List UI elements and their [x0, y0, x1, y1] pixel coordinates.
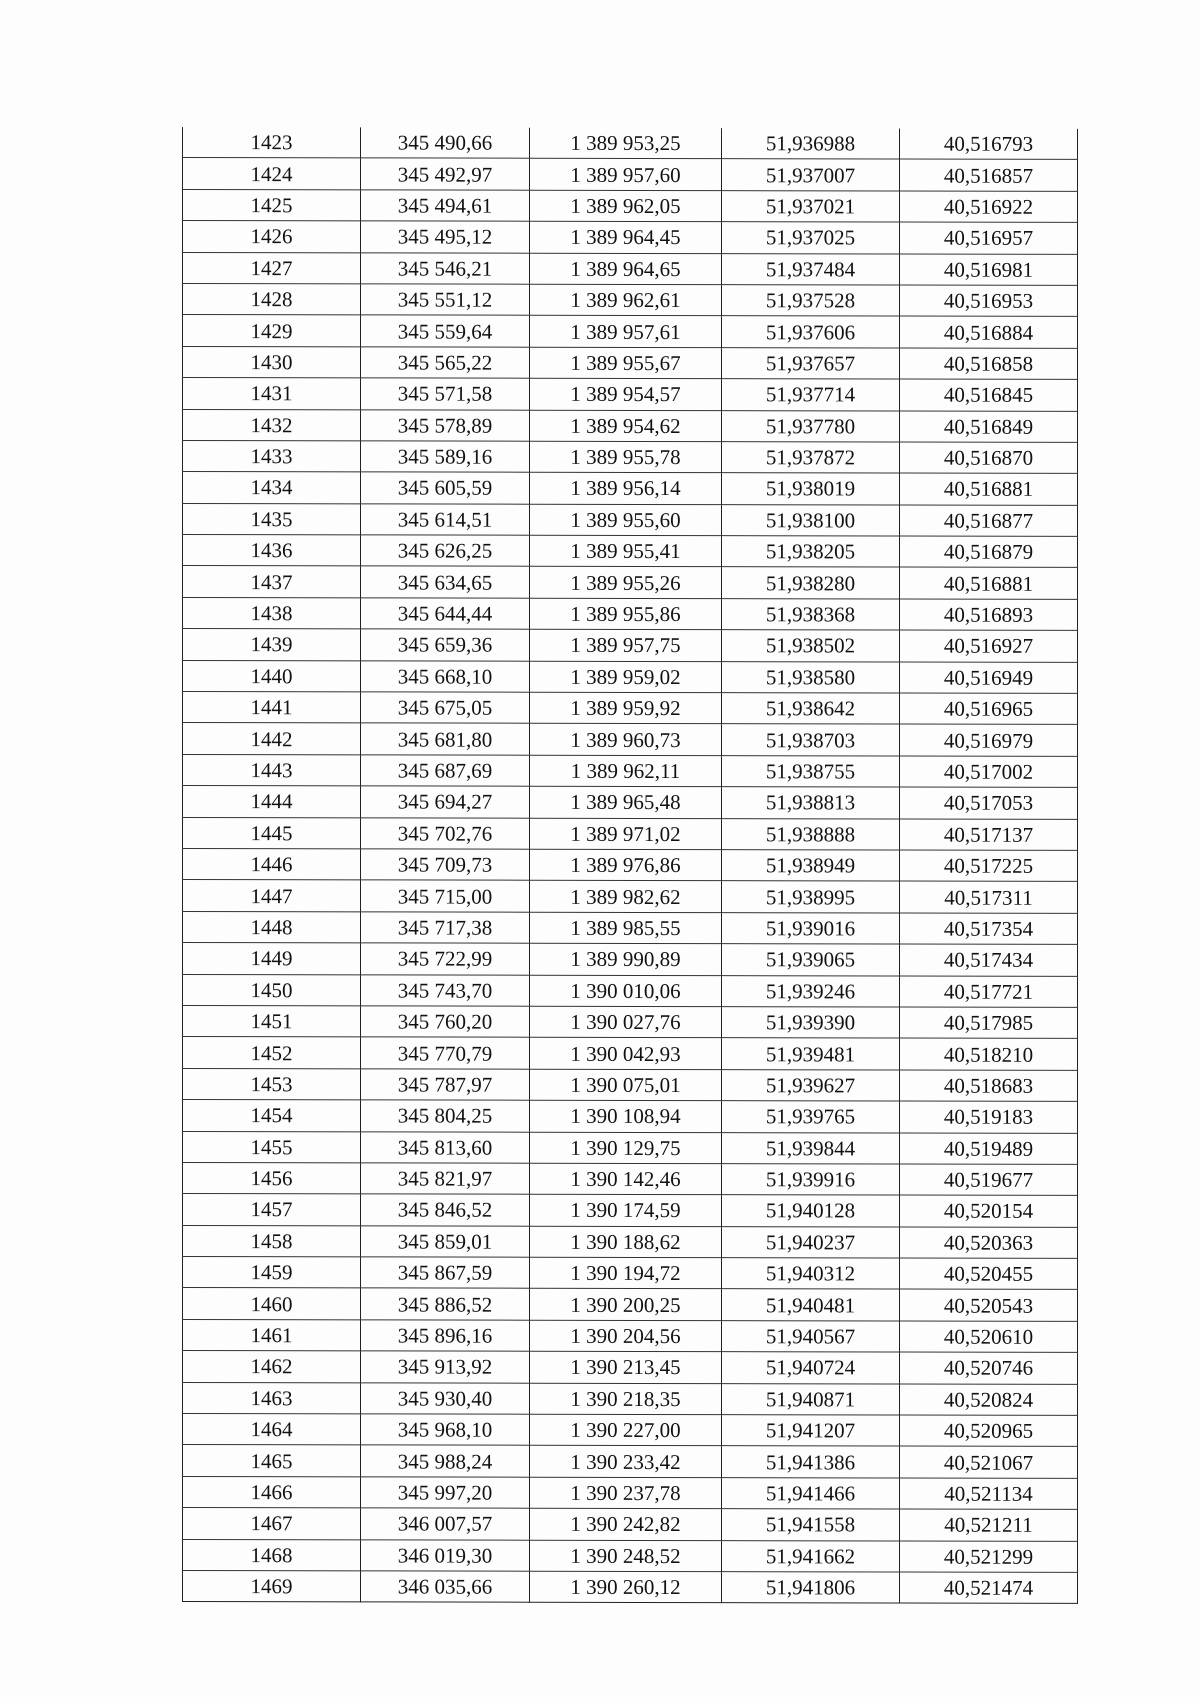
- y-coordinate-cell: 1 389 955,67: [530, 347, 722, 379]
- table-row: [183, 535, 1078, 568]
- x-coordinate-cell: 346 035,66: [361, 1571, 530, 1603]
- longitude-cell: 40,516927: [900, 630, 1078, 662]
- latitude-cell: 51,938280: [722, 567, 900, 599]
- table-row: [183, 1414, 1078, 1447]
- latitude-cell: 51,941558: [722, 1509, 900, 1541]
- longitude-cell: 40,516965: [900, 693, 1078, 725]
- y-coordinate-cell: 1 389 982,62: [530, 881, 722, 913]
- table-row: [183, 189, 1078, 222]
- x-coordinate-cell: 345 821,97: [361, 1163, 530, 1195]
- latitude-cell: 51,939016: [722, 912, 900, 944]
- x-coordinate-cell: 345 659,36: [361, 629, 530, 661]
- x-coordinate-cell: 346 007,57: [361, 1508, 530, 1540]
- longitude-cell: 40,520154: [900, 1195, 1078, 1227]
- x-coordinate-cell: 346 019,30: [361, 1539, 530, 1571]
- point-number-cell: 1436: [183, 535, 361, 567]
- latitude-cell: 51,941806: [722, 1572, 900, 1604]
- x-coordinate-cell: 345 589,16: [361, 441, 530, 473]
- table-row: [183, 754, 1078, 787]
- table-row: [183, 440, 1078, 473]
- table-row: [183, 1570, 1078, 1603]
- longitude-cell: 40,520746: [900, 1352, 1078, 1384]
- table-row: [183, 1476, 1078, 1509]
- latitude-cell: 51,939844: [722, 1132, 900, 1164]
- longitude-cell: 40,517053: [900, 787, 1078, 819]
- longitude-cell: 40,517311: [900, 881, 1078, 913]
- y-coordinate-cell: 1 390 188,62: [530, 1226, 722, 1258]
- x-coordinate-cell: 345 675,05: [361, 692, 530, 724]
- latitude-cell: 51,938205: [722, 536, 900, 568]
- x-coordinate-cell: 345 997,20: [361, 1477, 530, 1509]
- point-number-cell: 1434: [183, 472, 361, 504]
- y-coordinate-cell: 1 389 962,11: [530, 755, 722, 787]
- point-number-cell: 1426: [183, 221, 361, 253]
- y-coordinate-cell: 1 389 955,26: [530, 567, 722, 599]
- table-row: [183, 1131, 1078, 1164]
- point-number-cell: 1442: [183, 723, 361, 755]
- table-row: [183, 315, 1078, 348]
- latitude-cell: 51,938703: [722, 724, 900, 756]
- point-number-cell: 1452: [183, 1037, 361, 1069]
- point-number-cell: 1437: [183, 566, 361, 598]
- longitude-cell: 40,516849: [900, 411, 1078, 443]
- longitude-cell: 40,517985: [900, 1007, 1078, 1039]
- latitude-cell: 51,937714: [722, 379, 900, 411]
- x-coordinate-cell: 345 813,60: [361, 1131, 530, 1163]
- longitude-cell: 40,516881: [900, 473, 1078, 505]
- y-coordinate-cell: 1 390 233,42: [530, 1446, 722, 1478]
- y-coordinate-cell: 1 390 200,25: [530, 1289, 722, 1321]
- point-number-cell: 1444: [183, 786, 361, 818]
- y-coordinate-cell: 1 390 027,76: [530, 1006, 722, 1038]
- latitude-cell: 51,939627: [722, 1069, 900, 1101]
- point-number-cell: 1425: [183, 189, 361, 221]
- y-coordinate-cell: 1 390 227,00: [530, 1414, 722, 1446]
- point-number-cell: 1429: [183, 315, 361, 347]
- table-row: [183, 1445, 1078, 1478]
- y-coordinate-cell: 1 389 976,86: [530, 849, 722, 881]
- y-coordinate-cell: 1 390 260,12: [530, 1571, 722, 1603]
- point-number-cell: 1443: [183, 754, 361, 786]
- point-number-cell: 1450: [183, 974, 361, 1006]
- y-coordinate-cell: 1 390 108,94: [530, 1100, 722, 1132]
- y-coordinate-cell: 1 389 959,02: [530, 661, 722, 693]
- table-row: [183, 158, 1078, 191]
- y-coordinate-cell: 1 389 954,57: [530, 378, 722, 410]
- y-coordinate-cell: 1 390 248,52: [530, 1540, 722, 1572]
- y-coordinate-cell: 1 389 960,73: [530, 724, 722, 756]
- table-row: [183, 472, 1078, 505]
- y-coordinate-cell: 1 389 953,25: [530, 128, 722, 159]
- longitude-cell: 40,516877: [900, 505, 1078, 537]
- table-row: [183, 880, 1078, 913]
- latitude-cell: 51,937872: [722, 442, 900, 474]
- longitude-cell: 40,520610: [900, 1321, 1078, 1353]
- x-coordinate-cell: 345 770,79: [361, 1037, 530, 1069]
- y-coordinate-cell: 1 389 955,86: [530, 598, 722, 630]
- y-coordinate-cell: 1 389 971,02: [530, 818, 722, 850]
- table-row: [183, 252, 1078, 285]
- longitude-cell: 40,516881: [900, 567, 1078, 599]
- x-coordinate-cell: 345 722,99: [361, 943, 530, 975]
- longitude-cell: 40,516845: [900, 379, 1078, 411]
- y-coordinate-cell: 1 390 237,78: [530, 1477, 722, 1509]
- point-number-cell: 1446: [183, 848, 361, 880]
- latitude-cell: 51,937528: [722, 285, 900, 317]
- longitude-cell: 40,517225: [900, 850, 1078, 882]
- point-number-cell: 1463: [183, 1382, 361, 1414]
- point-number-cell: 1456: [183, 1162, 361, 1194]
- point-number-cell: 1428: [183, 283, 361, 315]
- x-coordinate-cell: 345 559,64: [361, 315, 530, 347]
- latitude-cell: 51,938813: [722, 787, 900, 819]
- latitude-cell: 51,937025: [722, 222, 900, 254]
- x-coordinate-cell: 345 546,21: [361, 252, 530, 284]
- point-number-cell: 1469: [183, 1570, 361, 1602]
- table-row: [183, 378, 1078, 411]
- point-number-cell: 1427: [183, 252, 361, 284]
- x-coordinate-cell: 345 490,66: [361, 127, 530, 158]
- latitude-cell: 51,937657: [722, 347, 900, 379]
- point-number-cell: 1457: [183, 1194, 361, 1226]
- latitude-cell: 51,940312: [722, 1258, 900, 1290]
- point-number-cell: 1433: [183, 440, 361, 472]
- longitude-cell: 40,516953: [900, 285, 1078, 317]
- x-coordinate-cell: 345 760,20: [361, 1006, 530, 1038]
- table-row: [183, 1382, 1078, 1415]
- y-coordinate-cell: 1 389 962,61: [530, 284, 722, 316]
- longitude-cell: 40,517434: [900, 944, 1078, 976]
- y-coordinate-cell: 1 389 990,89: [530, 943, 722, 975]
- latitude-cell: 51,937606: [722, 316, 900, 348]
- latitude-cell: 51,940481: [722, 1289, 900, 1321]
- coordinates-table-body: [183, 127, 1078, 1604]
- latitude-cell: 51,936988: [722, 128, 900, 159]
- longitude-cell: 40,520824: [900, 1384, 1078, 1416]
- point-number-cell: 1464: [183, 1414, 361, 1446]
- x-coordinate-cell: 345 495,12: [361, 221, 530, 253]
- table-row: [183, 1162, 1078, 1195]
- y-coordinate-cell: 1 389 957,61: [530, 316, 722, 348]
- point-number-cell: 1449: [183, 943, 361, 975]
- table-row: [183, 1037, 1078, 1070]
- longitude-cell: 40,516870: [900, 442, 1078, 474]
- x-coordinate-cell: 345 644,44: [361, 598, 530, 630]
- y-coordinate-cell: 1 390 129,75: [530, 1132, 722, 1164]
- longitude-cell: 40,516981: [900, 254, 1078, 286]
- latitude-cell: 51,938755: [722, 755, 900, 787]
- y-coordinate-cell: 1 389 962,05: [530, 190, 722, 222]
- point-number-cell: 1424: [183, 158, 361, 190]
- table-row: [183, 127, 1078, 160]
- point-number-cell: 1466: [183, 1476, 361, 1508]
- table-row: [183, 974, 1078, 1007]
- point-number-cell: 1432: [183, 409, 361, 441]
- point-number-cell: 1459: [183, 1257, 361, 1289]
- longitude-cell: 40,520363: [900, 1227, 1078, 1259]
- longitude-cell: 40,520543: [900, 1289, 1078, 1321]
- latitude-cell: 51,940237: [722, 1226, 900, 1258]
- point-number-cell: 1441: [183, 692, 361, 724]
- point-number-cell: 1438: [183, 597, 361, 629]
- x-coordinate-cell: 345 668,10: [361, 661, 530, 693]
- latitude-cell: 51,937007: [722, 159, 900, 191]
- longitude-cell: 40,517137: [900, 819, 1078, 851]
- latitude-cell: 51,941662: [722, 1540, 900, 1572]
- point-number-cell: 1447: [183, 880, 361, 912]
- longitude-cell: 40,519183: [900, 1101, 1078, 1133]
- x-coordinate-cell: 345 551,12: [361, 284, 530, 316]
- latitude-cell: 51,938368: [722, 598, 900, 630]
- table-row: [183, 409, 1078, 442]
- table-row: [183, 1288, 1078, 1321]
- latitude-cell: 51,940724: [722, 1352, 900, 1384]
- longitude-cell: 40,517002: [900, 756, 1078, 788]
- x-coordinate-cell: 345 571,58: [361, 378, 530, 410]
- latitude-cell: 51,938642: [722, 693, 900, 725]
- longitude-cell: 40,516949: [900, 662, 1078, 694]
- latitude-cell: 51,938995: [722, 881, 900, 913]
- point-number-cell: 1451: [183, 1005, 361, 1037]
- point-number-cell: 1439: [183, 629, 361, 661]
- y-coordinate-cell: 1 389 955,78: [530, 441, 722, 473]
- latitude-cell: 51,940567: [722, 1320, 900, 1352]
- point-number-cell: 1460: [183, 1288, 361, 1320]
- x-coordinate-cell: 345 626,25: [361, 535, 530, 567]
- x-coordinate-cell: 345 681,80: [361, 723, 530, 755]
- table-row: [183, 660, 1078, 693]
- y-coordinate-cell: 1 389 965,48: [530, 786, 722, 818]
- latitude-cell: 51,938019: [722, 473, 900, 505]
- x-coordinate-cell: 345 702,76: [361, 817, 530, 849]
- x-coordinate-cell: 345 494,61: [361, 190, 530, 222]
- table-row: [183, 692, 1078, 725]
- latitude-cell: 51,939481: [722, 1038, 900, 1070]
- latitude-cell: 51,941386: [722, 1446, 900, 1478]
- point-number-cell: 1462: [183, 1351, 361, 1383]
- table-row: [183, 1508, 1078, 1541]
- point-number-cell: 1431: [183, 378, 361, 410]
- y-coordinate-cell: 1 389 954,62: [530, 410, 722, 442]
- latitude-cell: 51,937780: [722, 410, 900, 442]
- latitude-cell: 51,939390: [722, 1007, 900, 1039]
- x-coordinate-cell: 345 846,52: [361, 1194, 530, 1226]
- table-row: [183, 629, 1078, 662]
- y-coordinate-cell: 1 390 218,35: [530, 1383, 722, 1415]
- x-coordinate-cell: 345 694,27: [361, 786, 530, 818]
- latitude-cell: 51,939765: [722, 1101, 900, 1133]
- x-coordinate-cell: 345 614,51: [361, 504, 530, 536]
- latitude-cell: 51,939246: [722, 975, 900, 1007]
- table-row: [183, 786, 1078, 819]
- longitude-cell: 40,517354: [900, 913, 1078, 945]
- y-coordinate-cell: 1 389 955,60: [530, 504, 722, 536]
- latitude-cell: 51,937021: [722, 190, 900, 222]
- longitude-cell: 40,516893: [900, 599, 1078, 631]
- point-number-cell: 1458: [183, 1225, 361, 1257]
- longitude-cell: 40,516857: [900, 159, 1078, 191]
- point-number-cell: 1465: [183, 1445, 361, 1477]
- table-row: [183, 566, 1078, 599]
- point-number-cell: 1435: [183, 503, 361, 535]
- table-row: [183, 723, 1078, 756]
- x-coordinate-cell: 345 896,16: [361, 1320, 530, 1352]
- x-coordinate-cell: 345 867,59: [361, 1257, 530, 1289]
- y-coordinate-cell: 1 389 964,45: [530, 221, 722, 253]
- point-number-cell: 1454: [183, 1100, 361, 1132]
- latitude-cell: 51,938100: [722, 504, 900, 536]
- table-row: [183, 1319, 1078, 1352]
- longitude-cell: 40,521211: [900, 1509, 1078, 1541]
- table-row: [183, 1225, 1078, 1258]
- y-coordinate-cell: 1 389 985,55: [530, 912, 722, 944]
- y-coordinate-cell: 1 390 010,06: [530, 975, 722, 1007]
- table-row: [183, 1100, 1078, 1133]
- longitude-cell: 40,516793: [900, 129, 1078, 160]
- latitude-cell: 51,938580: [722, 661, 900, 693]
- table-row: [183, 1539, 1078, 1572]
- x-coordinate-cell: 345 492,97: [361, 158, 530, 190]
- latitude-cell: 51,940871: [722, 1383, 900, 1415]
- y-coordinate-cell: 1 390 204,56: [530, 1320, 722, 1352]
- longitude-cell: 40,520455: [900, 1258, 1078, 1290]
- longitude-cell: 40,520965: [900, 1415, 1078, 1447]
- x-coordinate-cell: 345 968,10: [361, 1414, 530, 1446]
- longitude-cell: 40,516979: [900, 724, 1078, 756]
- y-coordinate-cell: 1 390 194,72: [530, 1257, 722, 1289]
- point-number-cell: 1461: [183, 1319, 361, 1351]
- y-coordinate-cell: 1 390 042,93: [530, 1038, 722, 1070]
- table-row: [183, 911, 1078, 944]
- longitude-cell: 40,516858: [900, 348, 1078, 380]
- longitude-cell: 40,517721: [900, 976, 1078, 1008]
- x-coordinate-cell: 345 859,01: [361, 1226, 530, 1258]
- x-coordinate-cell: 345 715,00: [361, 880, 530, 912]
- longitude-cell: 40,521067: [900, 1446, 1078, 1478]
- x-coordinate-cell: 345 913,92: [361, 1351, 530, 1383]
- x-coordinate-cell: 345 605,59: [361, 472, 530, 504]
- point-number-cell: 1455: [183, 1131, 361, 1163]
- longitude-cell: 40,516884: [900, 316, 1078, 348]
- longitude-cell: 40,521134: [900, 1478, 1078, 1510]
- y-coordinate-cell: 1 390 242,82: [530, 1508, 722, 1540]
- point-number-cell: 1445: [183, 817, 361, 849]
- table-row: [183, 1068, 1078, 1101]
- x-coordinate-cell: 345 709,73: [361, 849, 530, 881]
- longitude-cell: 40,519489: [900, 1133, 1078, 1165]
- latitude-cell: 51,941466: [722, 1477, 900, 1509]
- x-coordinate-cell: 345 717,38: [361, 912, 530, 944]
- longitude-cell: 40,521299: [900, 1541, 1078, 1573]
- table-row: [183, 1257, 1078, 1290]
- y-coordinate-cell: 1 390 213,45: [530, 1351, 722, 1383]
- x-coordinate-cell: 345 930,40: [361, 1382, 530, 1414]
- coordinates-table: [182, 127, 1078, 1604]
- y-coordinate-cell: 1 390 174,59: [530, 1195, 722, 1227]
- table-row: [183, 1194, 1078, 1227]
- y-coordinate-cell: 1 389 956,14: [530, 473, 722, 505]
- table-row: [183, 848, 1078, 881]
- longitude-cell: 40,516957: [900, 222, 1078, 254]
- longitude-cell: 40,518683: [900, 1070, 1078, 1102]
- x-coordinate-cell: 345 578,89: [361, 409, 530, 441]
- point-number-cell: 1468: [183, 1539, 361, 1571]
- table-row: [183, 221, 1078, 254]
- longitude-cell: 40,516879: [900, 536, 1078, 568]
- table-row: [183, 597, 1078, 630]
- table-row: [183, 283, 1078, 316]
- longitude-cell: 40,519677: [900, 1164, 1078, 1196]
- table-row: [183, 943, 1078, 976]
- table-row: [183, 1005, 1078, 1038]
- x-coordinate-cell: 345 988,24: [361, 1445, 530, 1477]
- x-coordinate-cell: 345 804,25: [361, 1100, 530, 1132]
- table-row: [183, 1351, 1078, 1384]
- table-row: [183, 817, 1078, 850]
- longitude-cell: 40,518210: [900, 1038, 1078, 1070]
- point-number-cell: 1448: [183, 911, 361, 943]
- point-number-cell: 1430: [183, 346, 361, 378]
- y-coordinate-cell: 1 389 957,60: [530, 159, 722, 191]
- y-coordinate-cell: 1 389 957,75: [530, 629, 722, 661]
- latitude-cell: 51,939916: [722, 1164, 900, 1196]
- latitude-cell: 51,939065: [722, 944, 900, 976]
- point-number-cell: 1423: [183, 127, 361, 158]
- y-coordinate-cell: 1 389 959,92: [530, 692, 722, 724]
- x-coordinate-cell: 345 565,22: [361, 347, 530, 379]
- latitude-cell: 51,940128: [722, 1195, 900, 1227]
- latitude-cell: 51,938888: [722, 818, 900, 850]
- x-coordinate-cell: 345 634,65: [361, 566, 530, 598]
- table-row: [183, 503, 1078, 536]
- x-coordinate-cell: 345 743,70: [361, 974, 530, 1006]
- longitude-cell: 40,521474: [900, 1572, 1078, 1604]
- x-coordinate-cell: 345 787,97: [361, 1069, 530, 1101]
- latitude-cell: 51,938502: [722, 630, 900, 662]
- latitude-cell: 51,938949: [722, 850, 900, 882]
- point-number-cell: 1440: [183, 660, 361, 692]
- table-row: [183, 346, 1078, 379]
- y-coordinate-cell: 1 389 955,41: [530, 535, 722, 567]
- point-number-cell: 1467: [183, 1508, 361, 1540]
- longitude-cell: 40,516922: [900, 191, 1078, 223]
- y-coordinate-cell: 1 389 964,65: [530, 253, 722, 285]
- x-coordinate-cell: 345 886,52: [361, 1288, 530, 1320]
- y-coordinate-cell: 1 390 075,01: [530, 1069, 722, 1101]
- x-coordinate-cell: 345 687,69: [361, 755, 530, 787]
- latitude-cell: 51,937484: [722, 253, 900, 285]
- point-number-cell: 1453: [183, 1068, 361, 1100]
- y-coordinate-cell: 1 390 142,46: [530, 1163, 722, 1195]
- latitude-cell: 51,941207: [722, 1415, 900, 1447]
